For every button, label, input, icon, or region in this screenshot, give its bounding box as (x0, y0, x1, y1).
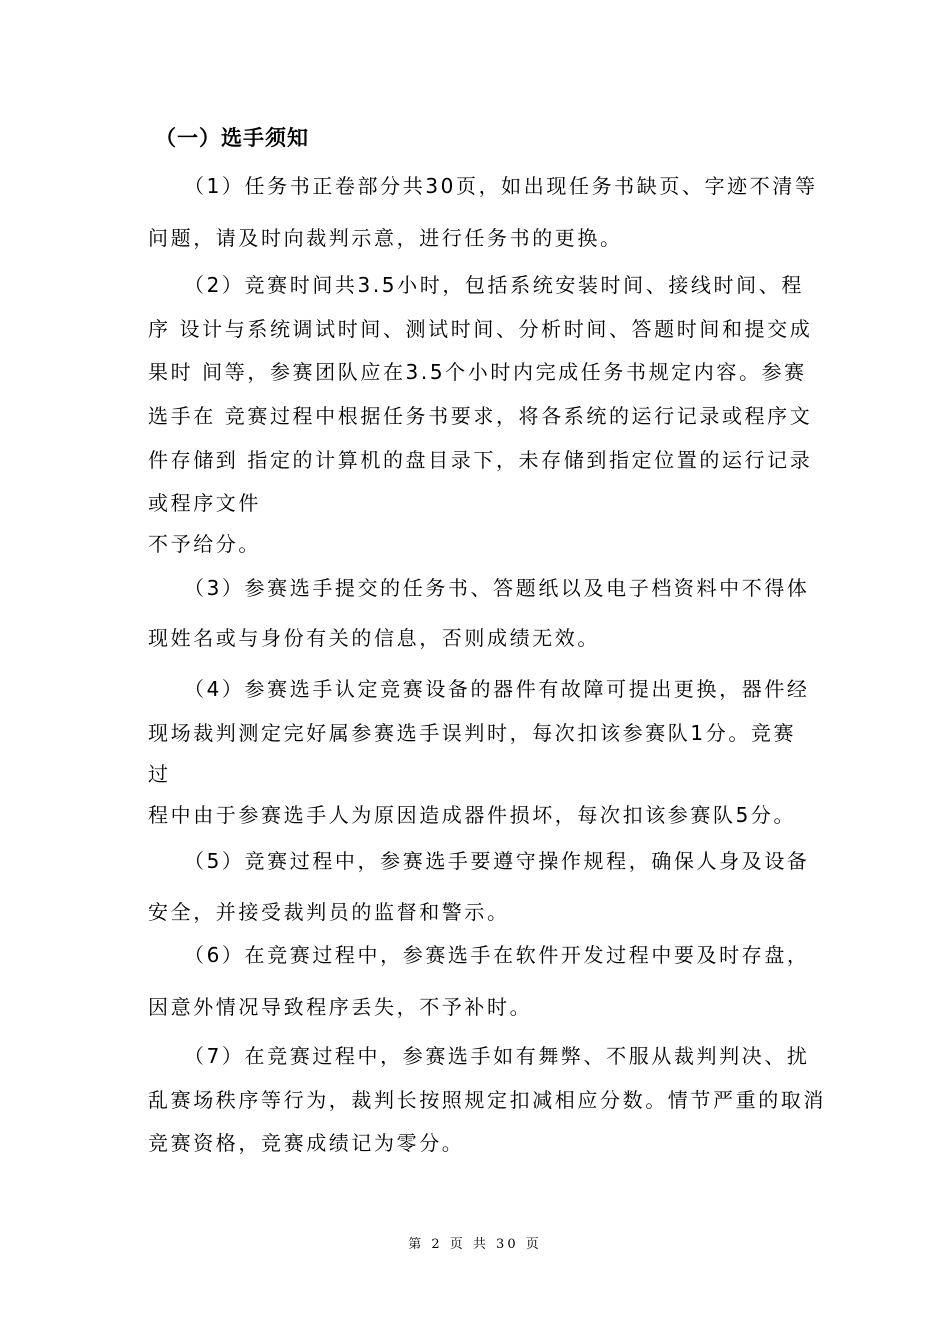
paragraph-line: 序 设计与系统调试时间、测试时间、分析时间、答题时间和提交成 (148, 317, 813, 341)
page-footer: 第 2 页 共 30 页 (408, 1237, 542, 1252)
paragraph-line: （7）在竞赛过程中，参赛选手如有舞弊、不服从裁判判决、扰 (184, 1044, 810, 1068)
paragraph-line: （3）参赛选手提交的任务书、答题纸以及电子档资料中不得体 (184, 576, 810, 600)
paragraph-line: 因意外情况导致程序丢失，不予补时。 (148, 995, 533, 1019)
paragraph-line: 竞赛资格，竞赛成绩记为零分。 (148, 1131, 465, 1155)
paragraph-line: （6）在竞赛过程中，参赛选手在软件开发过程中要及时存盘， (184, 943, 810, 967)
paragraph-line: 程中由于参赛选手人为原因造成器件损坏，每次扣该参赛队5分。 (148, 803, 797, 827)
paragraph-line: 或程序文件 (148, 491, 261, 515)
paragraph-line: 乱赛场秩序等行为，裁判长按照规定扣减相应分数。情节严重的取消 (148, 1088, 826, 1112)
paragraph-line: 不予给分。 (148, 532, 261, 556)
section-heading: （一）选手须知 (155, 126, 309, 150)
paragraph-line: （5）竞赛过程中，参赛选手要遵守操作规程，确保人身及设备 (184, 849, 810, 873)
paragraph-line: 安全，并接受裁判员的监督和警示。 (148, 900, 510, 924)
paragraph-line: 件存储到 指定的计算机的盘目录下，未存储到指定位置的运行记录 (148, 448, 813, 472)
paragraph-line: 现姓名或与身份有关的信息，否则成绩无效。 (148, 626, 600, 650)
paragraph-line: 现场裁判测定完好属参赛选手误判时，每次扣该参赛队1分。竞赛 (148, 721, 797, 745)
paragraph-line: 问题，请及时向裁判示意，进行任务书的更换。 (148, 226, 623, 250)
paragraph-line: 选手在 竞赛过程中根据任务书要求，将各系统的运行记录或程序文 (148, 404, 813, 428)
paragraph-line: 果时 间等，参赛团队应在3.5个小时内完成任务书规定内容。参赛 (148, 360, 807, 384)
paragraph-line: （2）竞赛时间共3.5小时，包括系统安装时间、接线时间、程 (184, 273, 804, 297)
paragraph-line: 过 (148, 762, 171, 786)
paragraph-line: （1）任务书正卷部分共30页，如出现任务书缺页、字迹不清等 (184, 174, 818, 198)
paragraph-line: （4）参赛选手认定竞赛设备的器件有故障可提出更换，器件经 (184, 677, 810, 701)
